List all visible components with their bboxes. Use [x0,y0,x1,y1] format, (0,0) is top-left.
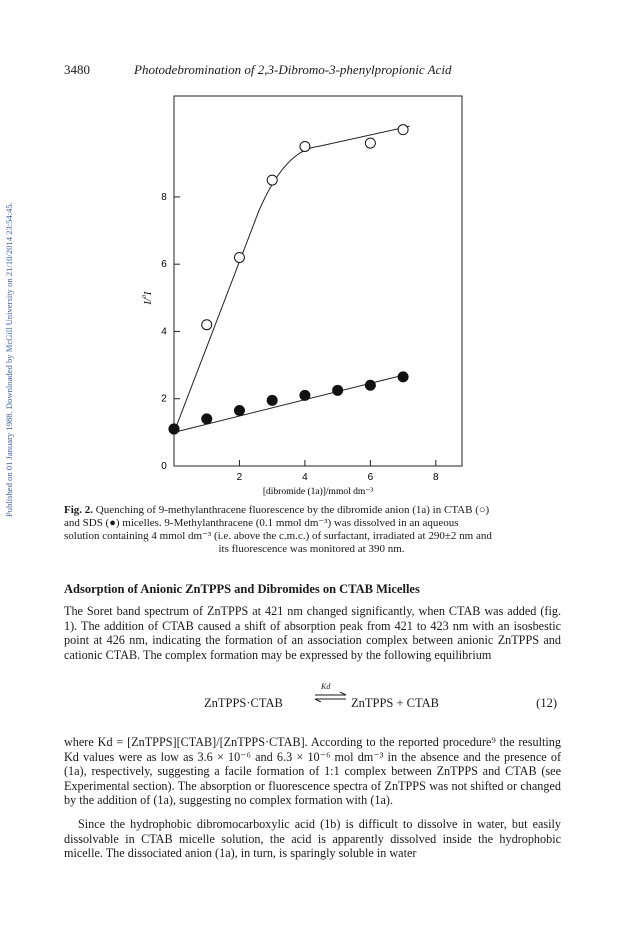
plot-frame [174,96,462,466]
y-tick-label: 0 [161,461,167,472]
y-tick-label: 6 [161,259,167,271]
x-axis-label: [dibromide (1a)]/mmol dm⁻³ [262,487,374,497]
caption-line-1 [64,504,559,517]
caption-text-1: Quenching of 9-methylanthracene fluorescence by the dibromide anion (1a) in CTAB (○) [95,504,490,516]
y-axis-label: I₀/I [141,291,152,305]
x-tick-label: 6 [367,472,374,483]
page-header [64,62,585,80]
data-point-sds [365,380,375,390]
equation-12 [64,680,561,720]
data-point-sds [234,406,244,416]
paragraph-2-text: where Kd = [ZnTPPS][CTAB]/[ZnTPPS·CTAB]. According to the reported procedure⁹ the resulting Kd values were as low as 3.6 × 10⁻⁶ and 6.3 × 10⁻⁶ mol dm⁻³ in the absence and the presence of (1a), respectively, suggesting a facile formation of 1:1 complex between ZnTPPS and CTAB (see Experimental section). The absorption or fluorescence spectra of ZnTPPS was not shifted or changed by the addition of (1a), suggesting no complex formation with (1a). [64,735,561,808]
y-tick-label: 4 [161,326,167,338]
equilibrium-arrow-icon [314,692,348,702]
x-tick-label: 4 [302,472,308,483]
data-point-sds [267,395,277,405]
data-point-sds [169,424,179,434]
caption-line-3: solution containing 4 mmol dm⁻³ (i.e. above the c.m.c.) of surfactant, irradiated at 290±2 nm and [64,530,492,542]
equation-left: ZnTPPS·CTAB [204,696,283,710]
data-point-ctab [202,320,212,330]
x-tick-label: 2 [236,472,243,483]
caption-line-2: and SDS (●) micelles. 9-Methylanthracene (0.1 mmol dm⁻³) was dissolved in an aqueous [64,517,459,529]
equation-constant: Kd [321,682,331,691]
y-tick-label: 2 [161,393,167,405]
equation-right: ZnTPPS + CTAB [351,696,440,710]
data-point-ctab [398,125,408,135]
figure-caption [64,504,559,556]
x-tick-label: 8 [433,472,439,483]
data-point-ctab [234,252,244,262]
paragraph-3 [64,817,561,861]
download-watermark: Published on 01 January 1988. Downloaded by McGill University on 21/10/2014 23:54:45. [4,202,14,518]
data-point-ctab [267,175,277,185]
figure-quenching-plot [128,92,488,512]
data-point-ctab [365,138,375,148]
data-point-ctab [300,141,310,151]
data-point-sds [333,385,343,395]
section-heading: Adsorption of Anionic ZnTPPS and Dibromides on CTAB Micelles [64,582,420,596]
data-point-sds [398,372,408,382]
paragraph-1-text: The Soret band spectrum of ZnTPPS at 421 nm changed significantly, when CTAB was added (fig. 1). The addition of CTAB caused a shift of absorption peak from 421 to 423 nm with an isosbestic point at 426 nm, indicating the formation of an association complex between anionic ZnTPPS and cationic CTAB. The complex formation may be expressed by the following equilibrium [64,604,561,662]
caption-line-4: its fluorescence was monitored at 390 nm. [218,543,405,555]
data-point-sds [202,414,212,424]
paragraph-3-text: Since the hydrophobic dibromocarboxylic acid (1b) is difficult to dissolve in water, but easily dissolvable in CTAB micelle solution, the acid is apparently dissolved inside the hydrophobic micelle. The dissociated anion (1a), in turn, is sparingly soluble in water [64,817,561,861]
equation-body [204,696,283,711]
equation-number: (12) [536,696,557,710]
paragraph-2 [64,735,561,808]
data-point-sds [300,390,310,400]
page-number: 3480 [64,62,90,77]
caption-label: Fig. 2. [64,504,94,516]
running-title: Photodebromination of 2,3-Dibromo-3-phenylpropionic Acid [134,62,452,77]
y-tick-label: 8 [161,191,167,203]
quenching-chart [128,92,488,502]
paragraph-1 [64,604,561,662]
